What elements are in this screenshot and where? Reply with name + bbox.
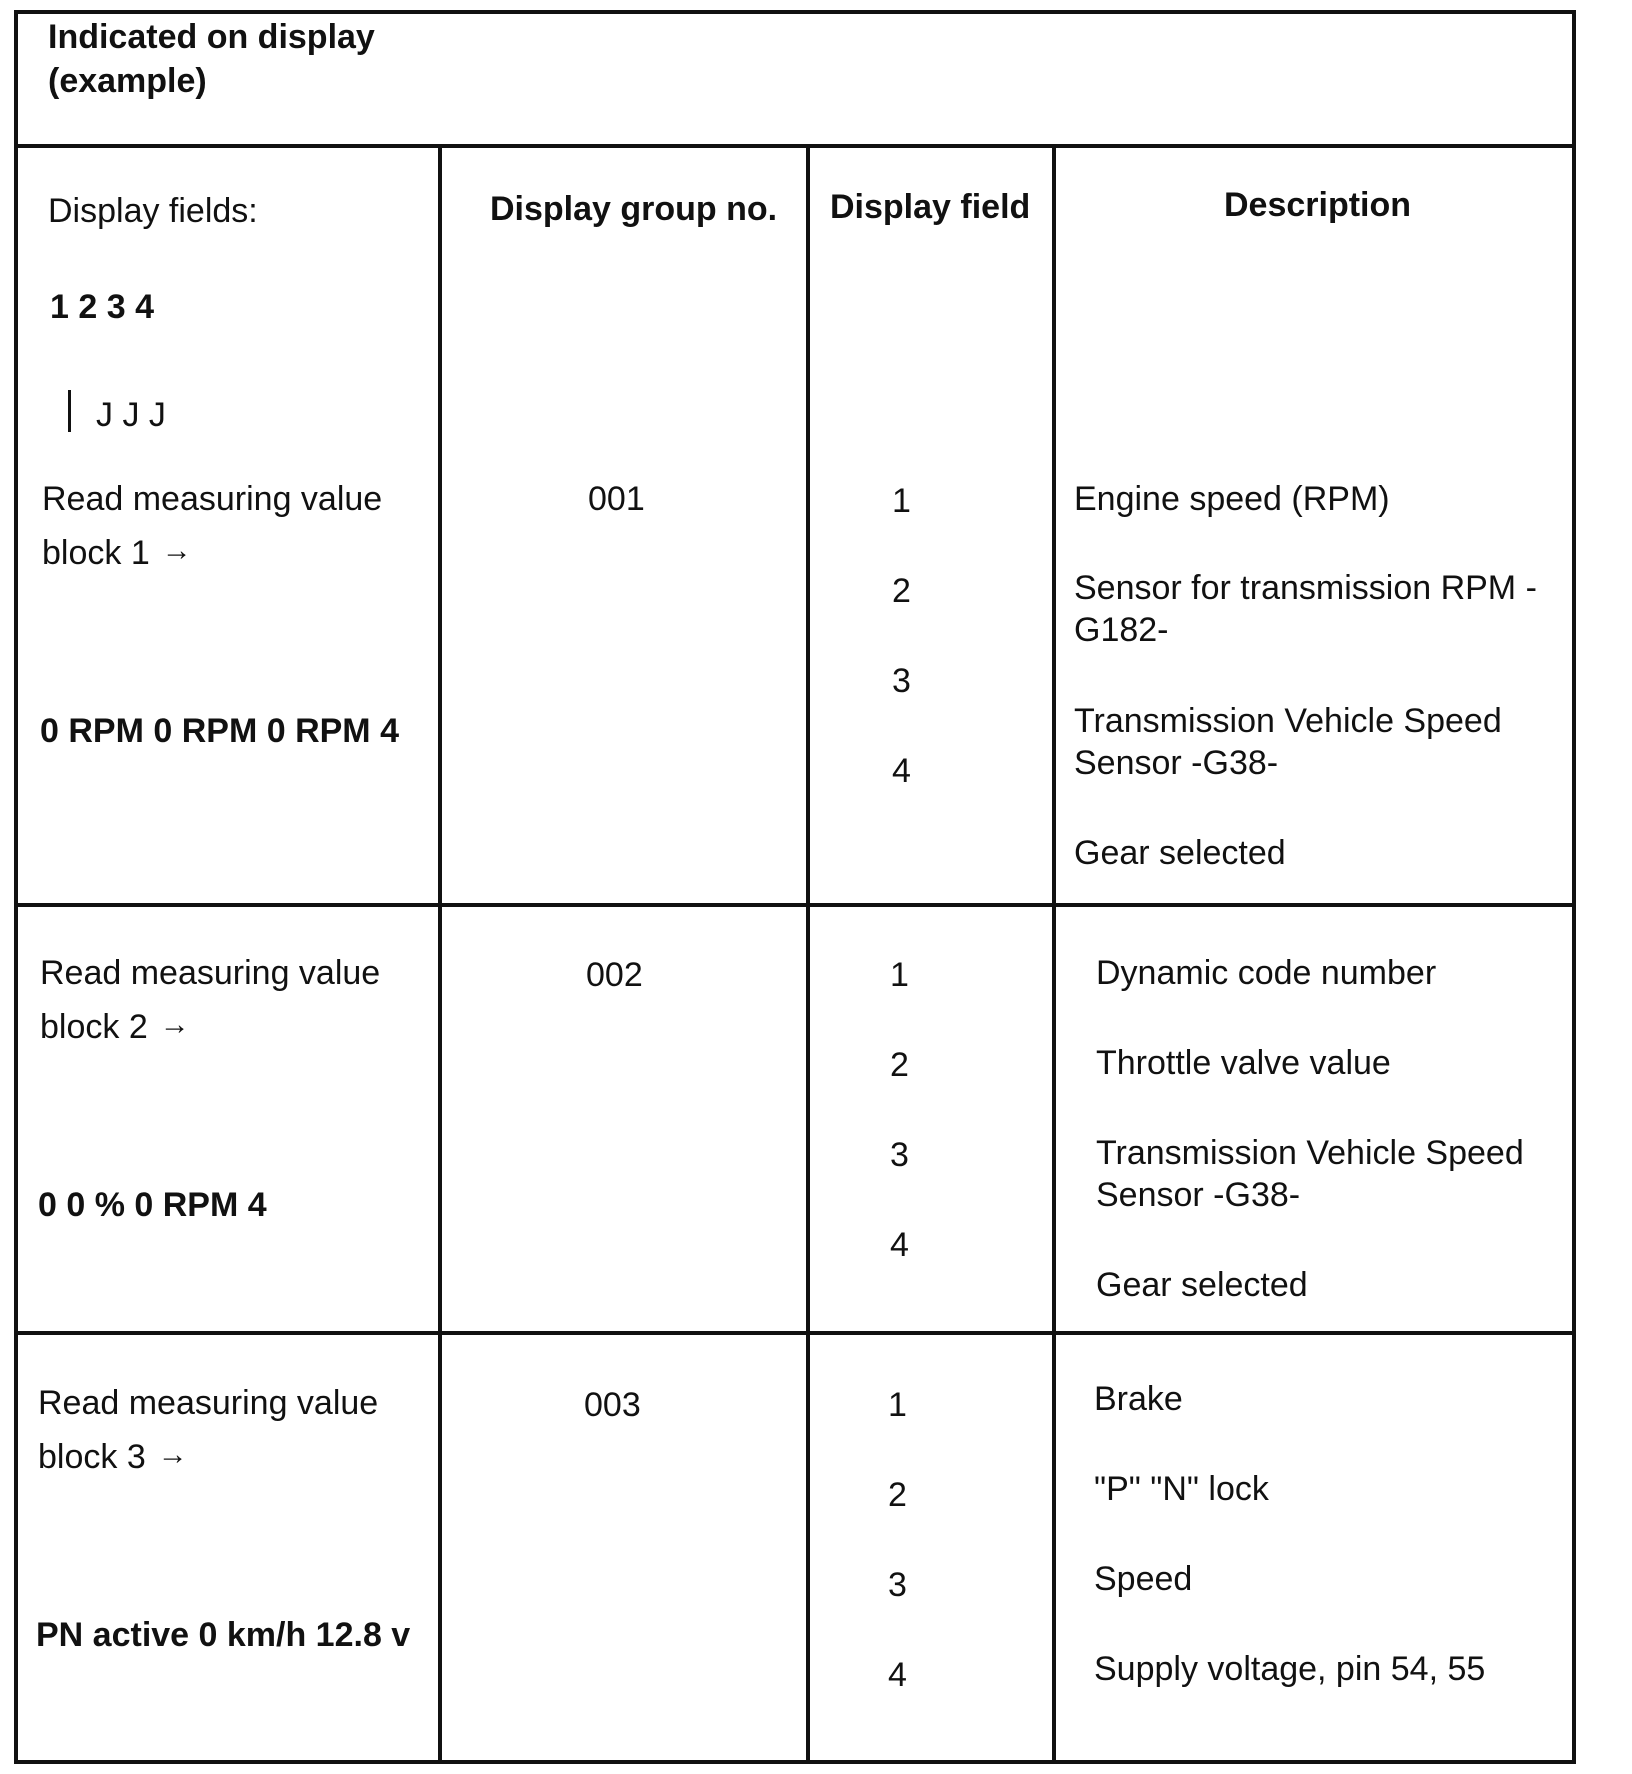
field-marks: J J J [96, 396, 166, 434]
block-1-readout: 0 RPM 0 RPM 0 RPM 4 [40, 712, 399, 750]
display-fields-label: Display fields: [48, 192, 258, 230]
header-title-line-1: Indicated on display [48, 18, 375, 56]
block-1-desc-3: Transmission Vehicle Speed Sensor -G38- [1074, 702, 1502, 782]
block-2-desc-4: Gear selected [1096, 1266, 1308, 1304]
block-3-desc-3: Speed [1094, 1560, 1193, 1598]
block-2-label-line-1: Read measuring value [40, 954, 381, 992]
block-3-group: 003 [584, 1386, 641, 1424]
block-3-desc-4: Supply voltage, pin 54, 55 [1094, 1650, 1486, 1688]
block-2-group: 002 [586, 956, 643, 994]
block-1-field-2: 2 [892, 572, 911, 610]
right-arrow-icon: → [161, 534, 192, 567]
block-3-desc-1: Brake [1094, 1380, 1183, 1418]
right-arrow-icon: → [159, 1008, 190, 1041]
block-1-label-line-2 [42, 530, 192, 574]
row-divider-1 [14, 903, 1576, 907]
block-2-field-4: 4 [890, 1226, 909, 1264]
block-2-desc-2: Throttle valve value [1096, 1044, 1391, 1082]
block-3-label-line-2 [38, 1434, 188, 1478]
block-1-field-3: 3 [892, 662, 911, 700]
block-2-field-1: 1 [890, 956, 909, 994]
block-2-label-line-2 [40, 1004, 190, 1048]
block-1-label-line-1: Read measuring value [42, 480, 383, 518]
block-1-field-4: 4 [892, 752, 911, 790]
header-divider [14, 144, 1576, 148]
block-1-label: block 1 [42, 534, 150, 572]
block-1-field-1: 1 [892, 482, 911, 520]
column-header-display-field: Display field [830, 188, 1031, 226]
column-divider-2 [806, 144, 810, 1764]
block-3-field-2: 2 [888, 1476, 907, 1514]
block-3-readout: PN active 0 km/h 12.8 v [36, 1616, 411, 1654]
block-2-label: block 2 [40, 1008, 148, 1046]
table-frame [14, 10, 1576, 1764]
block-3-field-1: 1 [888, 1386, 907, 1424]
column-divider-1 [438, 144, 442, 1764]
right-arrow-icon: → [157, 1438, 188, 1471]
block-3-label: block 3 [38, 1438, 146, 1476]
field-tick-mark [68, 390, 71, 432]
row-divider-2 [14, 1331, 1576, 1335]
block-2-field-2: 2 [890, 1046, 909, 1084]
block-3-desc-2: "P" "N" lock [1094, 1470, 1269, 1508]
block-2-desc-3: Transmission Vehicle Speed Sensor -G38- [1096, 1134, 1524, 1214]
column-header-description: Description [1224, 186, 1412, 224]
column-header-group-no: Display group no. [490, 190, 778, 228]
block-1-desc-4: Gear selected [1074, 834, 1286, 872]
block-3-field-3: 3 [888, 1566, 907, 1604]
column-divider-3 [1052, 144, 1056, 1764]
block-3-field-4: 4 [888, 1656, 907, 1694]
block-2-field-3: 3 [890, 1136, 909, 1174]
block-2-desc-1: Dynamic code number [1096, 954, 1437, 992]
header-title-line-2: (example) [48, 62, 207, 100]
block-3-label-line-1: Read measuring value [38, 1384, 379, 1422]
block-1-desc-2: Sensor for transmission RPM -G182- [1074, 569, 1537, 649]
block-2-readout: 0 0 % 0 RPM 4 [38, 1186, 267, 1224]
block-1-desc-1: Engine speed (RPM) [1074, 480, 1390, 518]
block-1-group: 001 [588, 480, 645, 518]
field-numbers: 1 2 3 4 [50, 288, 154, 326]
